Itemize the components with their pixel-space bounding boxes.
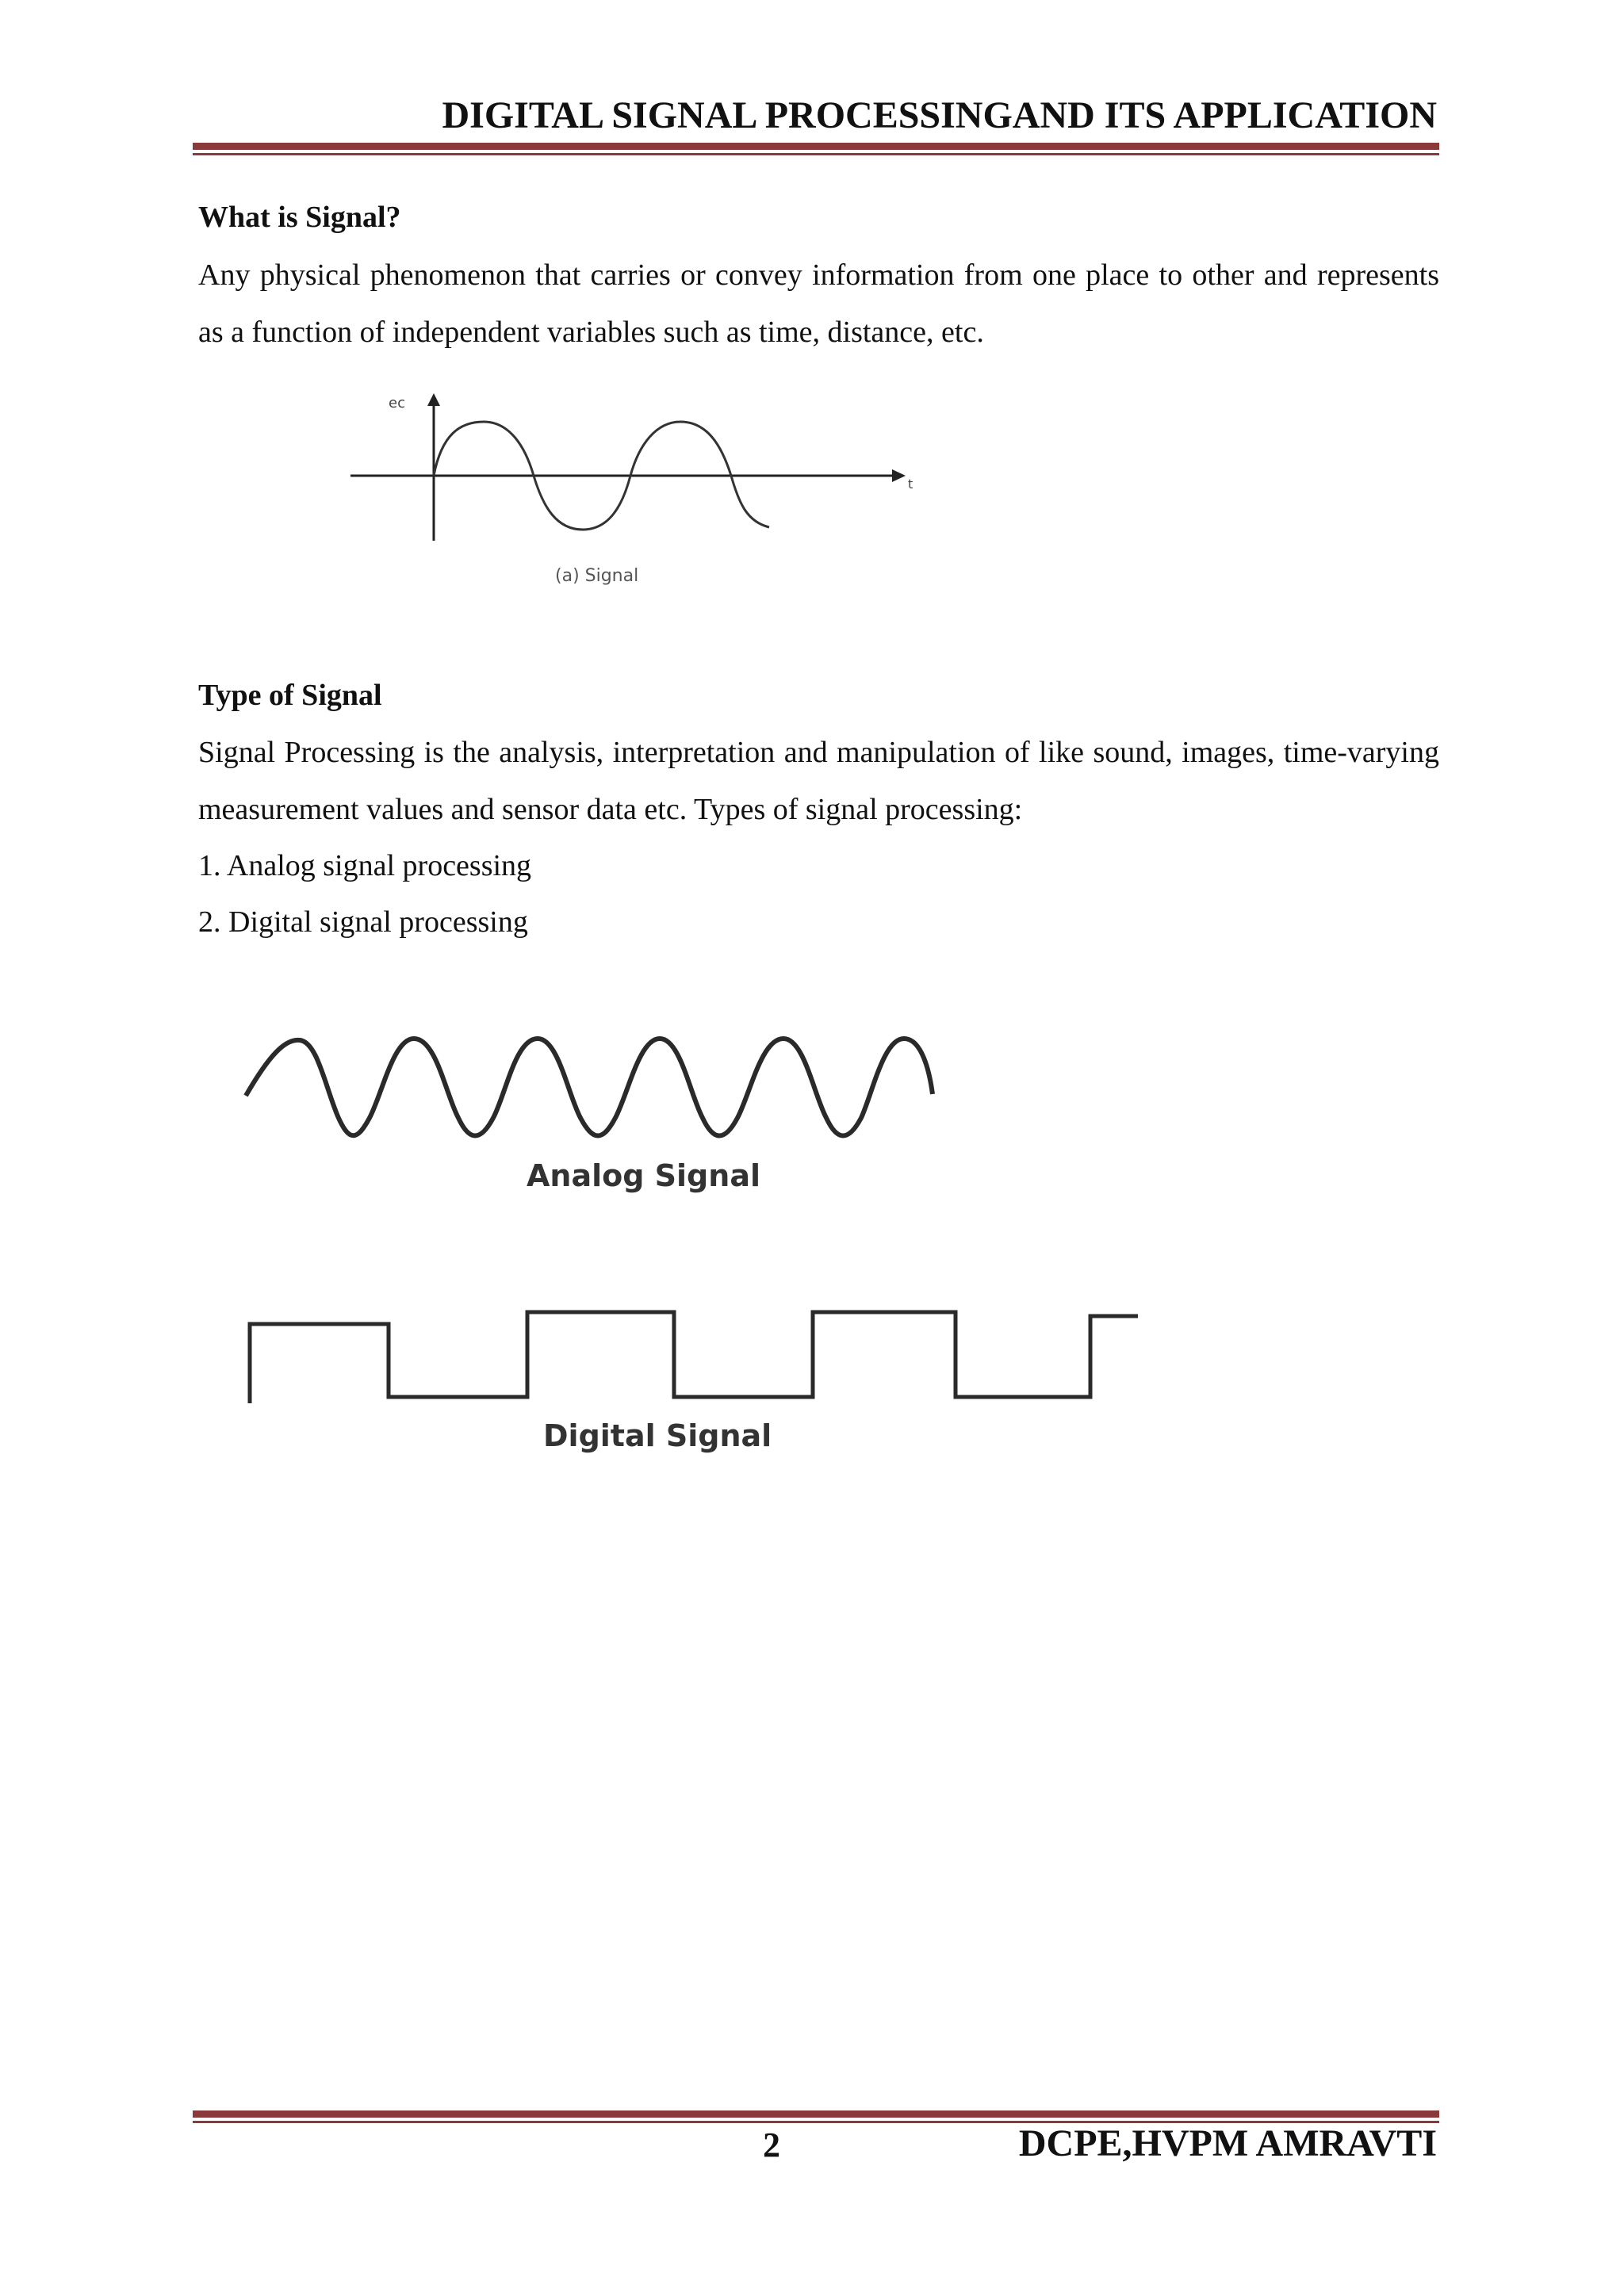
analog-signal-caption: Analog Signal [527, 1158, 760, 1193]
section-body-type-of-signal: Signal Processing is the analysis, interpretation and manipulation of like sound, images, time-varying measurement values and sensor data etc. Types of signal processing: [198, 736, 1439, 826]
page-number: 2 [763, 2126, 780, 2164]
figure-caption-signal: (a) Signal [555, 566, 639, 586]
analog-signal-diagram [238, 1023, 1047, 1213]
figure-digital-signal [238, 1300, 1142, 1475]
y-axis-label: ec [389, 395, 405, 411]
section-body-what-is-signal: Any physical phenomenon that carries or convey information from one place to other and represents as a function of independent variables such as time, distance, etc. [198, 258, 1439, 349]
section-heading-type-of-signal: Type of Signal [198, 679, 382, 712]
list-item-digital: 2. Digital signal processing [198, 905, 528, 939]
footer-rule-thick [193, 2110, 1439, 2118]
signal-diagram [341, 388, 944, 603]
analog-waveform [246, 1039, 933, 1136]
header-rule-thin [193, 153, 1439, 155]
list-item-analog: 1. Analog signal processing [198, 849, 532, 882]
figure-signal [341, 388, 944, 603]
footer-organization: DCPE,HVPM AMRAVTI [1018, 2122, 1437, 2164]
digital-signal-diagram [238, 1300, 1142, 1475]
x-axis-arrow [892, 469, 906, 482]
digital-signal-caption: Digital Signal [543, 1418, 772, 1453]
header-title: DIGITAL SIGNAL PROCESSINGAND ITS APPLICATION [442, 94, 1437, 136]
figure-analog-signal [238, 1023, 1047, 1213]
section-heading-what-is-signal: What is Signal? [198, 201, 401, 234]
header-rule-thick [193, 143, 1439, 150]
x-axis-label: t [908, 476, 914, 492]
digital-waveform [250, 1312, 1138, 1403]
y-axis-arrow [427, 393, 440, 406]
